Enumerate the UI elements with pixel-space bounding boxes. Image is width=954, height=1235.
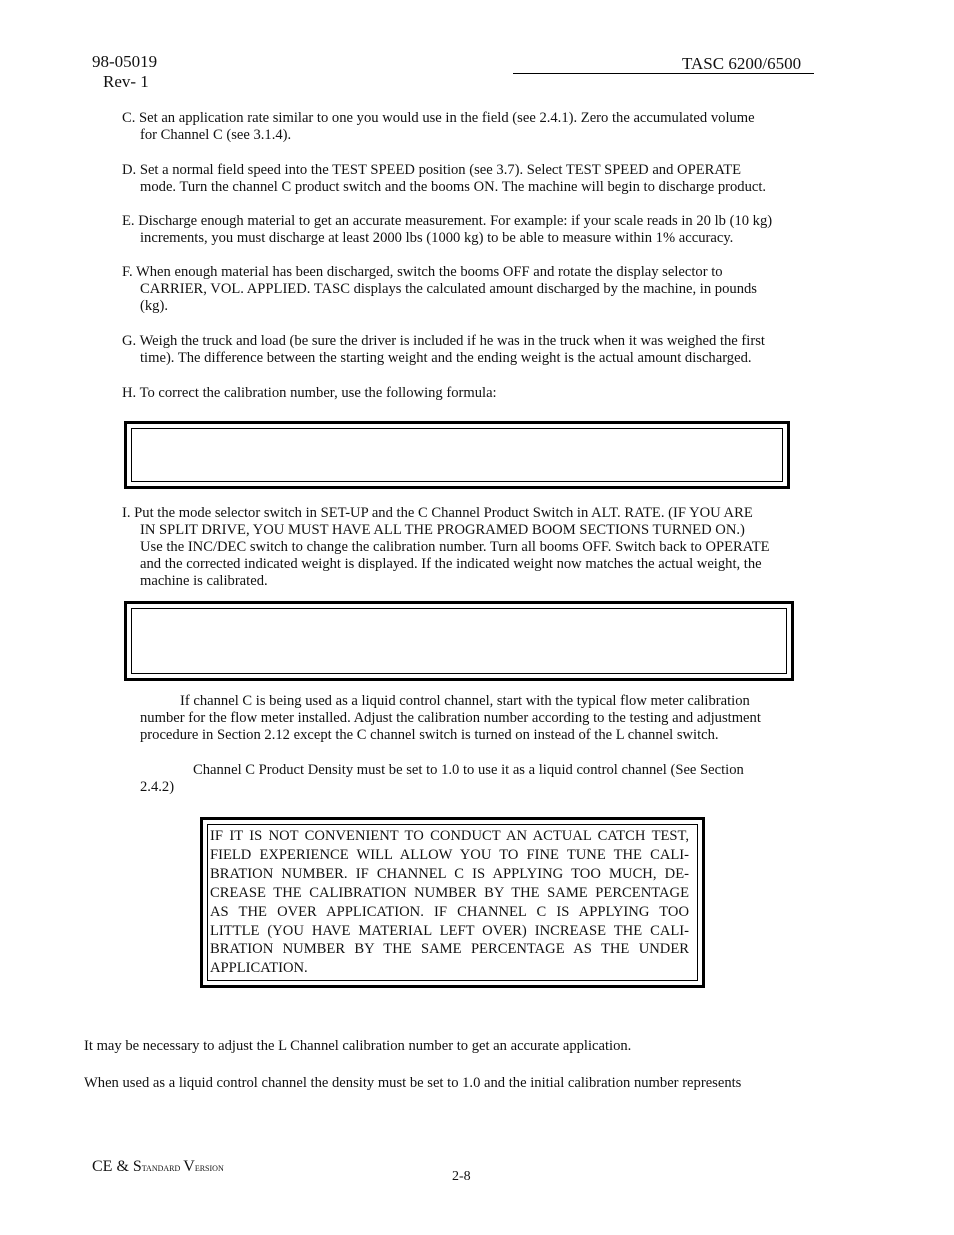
step-h: H. To correct the calibration number, use the following formula:	[122, 385, 497, 401]
density-note: Channel C Product Density must be set to 1.0 to use it as a liquid control channel (See Section 2.4.2)	[140, 762, 744, 795]
header-rule	[513, 73, 814, 74]
step-f: F. When enough material has been discharged, switch the booms OFF and rotate the display selector to CARRIER, VOL. APPLIED. TASC displays the calculated amount discharged by the machine, in pounds (kg).	[122, 264, 757, 314]
product-title: TASC 6200/6500	[682, 54, 802, 73]
warning-text: IF IT IS NOT CONVENIENT TO CONDUCT AN ACTUAL CATCH TEST, FIELD EXPERIENCE WILL ALLOW YOU TO FINE TUNE THE CALI- BRATION NUMBER. IF CHANNEL C IS APPLYING TOO MUCH, DE- CREASE THE CALIBRATION NUMBER BY THE SAME PERCENTAGE AS THE OVER APPLICATION. IF CHANNEL C IS APPLYING TOO LITTLE (YOU HAVE MATERIAL LEFT OVER) INCREASE THE CALI- BRATION NUMBER BY THE SAME PERCENTAGE AS THE UNDER APPLICATION.	[210, 828, 689, 977]
doc-number: 98-05019	[92, 52, 158, 71]
l-channel-paragraph: It may be necessary to adjust the L Channel calibration number to get an accurate application.	[84, 1038, 632, 1054]
warning-box	[200, 817, 705, 988]
step-d: D. Set a normal field speed into the TEST SPEED position (see 3.7). Select TEST SPEED and OPERATE mode. Turn the channel C product switch and the booms ON. The machine will begin to discharge product.	[122, 162, 767, 195]
liquid-channel-note: If channel C is being used as a liquid control channel, start with the typical flow meter calibration number for the flow meter installed. Adjust the calibration number according to the testing and adjustment procedure in Section 2.12 except the C channel switch is turned on instead of the L channel switch.	[140, 693, 761, 743]
page-number: 2-8	[452, 1169, 471, 1184]
revision: Rev- 1	[103, 72, 149, 91]
note-box	[124, 601, 794, 681]
step-c: C. Set an application rate similar to one you would use in the field (see 2.4.1). Zero the accumulated volume for Channel C (see 3.1.4).	[122, 110, 755, 143]
step-g: G. Weigh the truck and load (be sure the driver is included if he was in the truck when it was weighed the first time). The difference between the starting weight and the ending weight is the actual amount discharged.	[122, 333, 765, 366]
step-e: E. Discharge enough material to get an accurate measurement. For example: if your scale reads in 20 lb (10 kg) increments, you must discharge at least 2000 lbs (1000 kg) to be able to measure within 1% accuracy.	[122, 213, 773, 246]
liquid-density-paragraph: When used as a liquid control channel the density must be set to 1.0 and the initial calibration number represents	[84, 1075, 742, 1091]
formula-box	[124, 421, 790, 489]
version-label: CE & Standard Version	[92, 1158, 224, 1175]
step-i: I. Put the mode selector switch in SET-UP and the C Channel Product Switch in ALT. RATE. (IF YOU ARE IN SPLIT DRIVE, YOU MUST HAVE ALL THE PROGRAMED BOOM SECTIONS TURNED ON.) Use the INC/DEC switch to change the calibration number. Turn all booms OFF. Switch back to OPERATE and the corrected indicated weight is displayed. If the indicated weight now matches the actual weight, the machine is calibrated.	[122, 505, 770, 589]
